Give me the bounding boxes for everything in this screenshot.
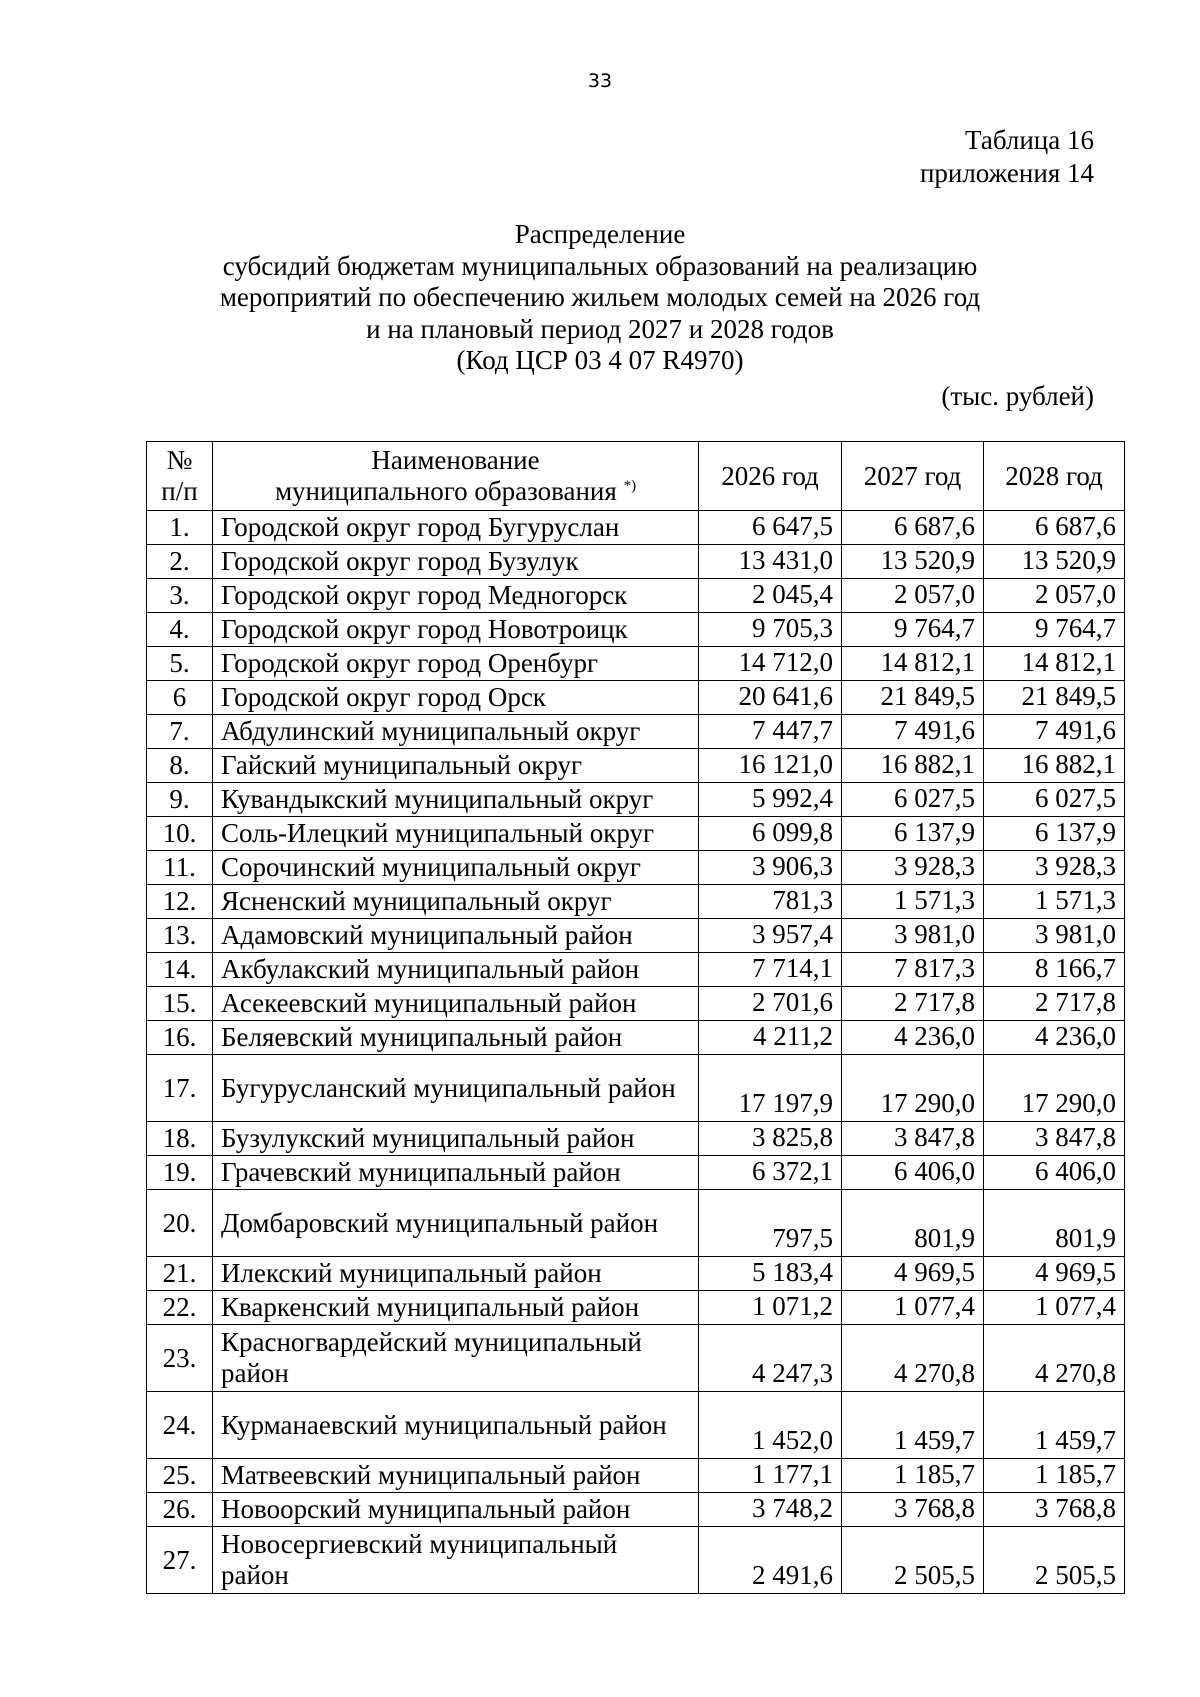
row-number: 9.	[147, 783, 213, 817]
value-2027: 3 768,8	[842, 1493, 984, 1527]
heading-line5: (Код ЦСР 03 4 07 R4970)	[456, 345, 744, 375]
row-number: 1.	[147, 511, 213, 545]
table-header-row	[147, 442, 1125, 511]
value-2027: 6 137,9	[842, 817, 984, 851]
value-2027: 1 459,7	[842, 1392, 984, 1459]
row-number: 25.	[147, 1459, 213, 1493]
heading-line3: мероприятий по обеспечению жильем молодых семей на 2026 год	[219, 282, 981, 312]
row-number: 18.	[147, 1122, 213, 1156]
value-2026: 6 372,1	[699, 1156, 842, 1190]
table-row	[147, 1257, 1125, 1291]
table-row	[147, 1291, 1125, 1325]
municipality-name: Гайский муниципальный округ	[213, 749, 699, 783]
value-2026: 4 211,2	[699, 1021, 842, 1055]
municipality-name: Асекеевский муниципальный район	[213, 987, 699, 1021]
municipality-name: Илекский муниципальный район	[213, 1257, 699, 1291]
value-2026: 9 705,3	[699, 613, 842, 647]
value-2028: 1 571,3	[984, 885, 1125, 919]
row-number: 6	[147, 681, 213, 715]
municipality-name: Беляевский муниципальный район	[213, 1021, 699, 1055]
row-number: 3.	[147, 579, 213, 613]
header-name-line1: Наименование	[371, 445, 540, 475]
row-number: 16.	[147, 1021, 213, 1055]
header-name-line2: муниципального образования	[274, 476, 617, 506]
value-2028: 4 236,0	[984, 1021, 1125, 1055]
value-2026: 14 712,0	[699, 647, 842, 681]
value-2026: 6 099,8	[699, 817, 842, 851]
table-row	[147, 1527, 1125, 1594]
value-2026: 1 071,2	[699, 1291, 842, 1325]
table-row	[147, 1156, 1125, 1190]
document-heading	[0, 219, 1200, 377]
value-2027: 3 928,3	[842, 851, 984, 885]
value-2027: 4 236,0	[842, 1021, 984, 1055]
value-2028: 4 270,8	[984, 1325, 1125, 1392]
municipality-name: Акбулакский муниципальный район	[213, 953, 699, 987]
row-number: 13.	[147, 919, 213, 953]
value-2028: 7 491,6	[984, 715, 1125, 749]
value-2026: 2 701,6	[699, 987, 842, 1021]
value-2028: 2 057,0	[984, 579, 1125, 613]
value-2028: 9 764,7	[984, 613, 1125, 647]
row-number: 27.	[147, 1527, 213, 1594]
municipality-name: Грачевский муниципальный район	[213, 1156, 699, 1190]
value-2027: 3 847,8	[842, 1122, 984, 1156]
row-number: 21.	[147, 1257, 213, 1291]
value-2027: 6 406,0	[842, 1156, 984, 1190]
header-2028: 2028 год	[984, 442, 1125, 511]
table-row	[147, 1459, 1125, 1493]
municipality-name: Городской округ город Новотроицк	[213, 613, 699, 647]
value-2028: 3 847,8	[984, 1122, 1125, 1156]
value-2027: 17 290,0	[842, 1055, 984, 1122]
value-2026: 13 431,0	[699, 545, 842, 579]
municipality-name: Сорочинский муниципальный округ	[213, 851, 699, 885]
municipality-name: Красногвардейский муниципальный район	[213, 1325, 699, 1392]
table-row	[147, 1055, 1125, 1122]
municipality-name: Адамовский муниципальный район	[213, 919, 699, 953]
value-2026: 1 177,1	[699, 1459, 842, 1493]
header-number	[147, 442, 213, 511]
value-2027: 1 185,7	[842, 1459, 984, 1493]
row-number: 15.	[147, 987, 213, 1021]
row-number: 26.	[147, 1493, 213, 1527]
row-number: 14.	[147, 953, 213, 987]
row-number: 24.	[147, 1392, 213, 1459]
row-number: 4.	[147, 613, 213, 647]
value-2026: 1 452,0	[699, 1392, 842, 1459]
value-2026: 6 647,5	[699, 511, 842, 545]
value-2028: 1 185,7	[984, 1459, 1125, 1493]
table-row	[147, 1392, 1125, 1459]
municipality-name: Городской округ город Медногорск	[213, 579, 699, 613]
heading-line2: субсидий бюджетам муниципальных образований на реализацию	[222, 250, 978, 281]
row-number: 19.	[147, 1156, 213, 1190]
municipality-name: Абдулинский муниципальный округ	[213, 715, 699, 749]
value-2027: 801,9	[842, 1190, 984, 1257]
value-2028: 3 928,3	[984, 851, 1125, 885]
table-row	[147, 715, 1125, 749]
table-row	[147, 1190, 1125, 1257]
value-2028: 6 137,9	[984, 817, 1125, 851]
table-row	[147, 1122, 1125, 1156]
row-number: 20.	[147, 1190, 213, 1257]
value-2027: 7 491,6	[842, 715, 984, 749]
municipality-name: Городской округ город Бузулук	[213, 545, 699, 579]
table-body	[147, 511, 1125, 1594]
table-row	[147, 545, 1125, 579]
header-footnote-mark: *)	[623, 478, 637, 494]
municipality-name: Новосергиевский муниципальный район	[213, 1527, 699, 1594]
table-row	[147, 511, 1125, 545]
header-2027: 2027 год	[842, 442, 984, 511]
value-2027: 1 571,3	[842, 885, 984, 919]
table-reference-line1: Таблица 16	[965, 125, 1094, 155]
municipality-name: Городской округ город Оренбург	[213, 647, 699, 681]
value-2028: 6 406,0	[984, 1156, 1125, 1190]
value-2026: 7 447,7	[699, 715, 842, 749]
value-2027: 2 717,8	[842, 987, 984, 1021]
value-2027: 9 764,7	[842, 613, 984, 647]
row-number: 5.	[147, 647, 213, 681]
value-2028: 13 520,9	[984, 545, 1125, 579]
municipality-name: Ясненский муниципальный округ	[213, 885, 699, 919]
row-number: 11.	[147, 851, 213, 885]
value-2026: 3 957,4	[699, 919, 842, 953]
value-2027: 6 027,5	[842, 783, 984, 817]
heading-line1: Распределение	[514, 219, 686, 249]
subsidy-table	[146, 441, 1125, 1594]
table-row	[147, 885, 1125, 919]
table-reference-line2: приложения 14	[919, 158, 1094, 188]
row-number: 2.	[147, 545, 213, 579]
value-2027: 3 981,0	[842, 919, 984, 953]
table-row	[147, 919, 1125, 953]
header-2026: 2026 год	[699, 442, 842, 511]
municipality-name: Бузулукский муниципальный район	[213, 1122, 699, 1156]
value-2028: 3 768,8	[984, 1493, 1125, 1527]
value-2026: 16 121,0	[699, 749, 842, 783]
value-2027: 21 849,5	[842, 681, 984, 715]
value-2028: 4 969,5	[984, 1257, 1125, 1291]
row-number: 23.	[147, 1325, 213, 1392]
value-2026: 2 491,6	[699, 1527, 842, 1594]
table-row	[147, 681, 1125, 715]
table-row	[147, 1493, 1125, 1527]
value-2028: 2 505,5	[984, 1527, 1125, 1594]
value-2027: 16 882,1	[842, 749, 984, 783]
municipality-name: Матвеевский муниципальный район	[213, 1459, 699, 1493]
value-2028: 8 166,7	[984, 953, 1125, 987]
value-2026: 4 247,3	[699, 1325, 842, 1392]
value-2026: 5 183,4	[699, 1257, 842, 1291]
value-2028: 16 882,1	[984, 749, 1125, 783]
value-2027: 6 687,6	[842, 511, 984, 545]
row-number: 10.	[147, 817, 213, 851]
table-row	[147, 987, 1125, 1021]
table-row	[147, 817, 1125, 851]
municipality-name: Городской округ город Бугуруслан	[213, 511, 699, 545]
value-2028: 17 290,0	[984, 1055, 1125, 1122]
table-row	[147, 613, 1125, 647]
heading-line4: и на плановый период 2027 и 2028 годов	[366, 313, 834, 344]
municipality-name: Новоорский муниципальный район	[213, 1493, 699, 1527]
value-2027: 4 270,8	[842, 1325, 984, 1392]
value-2028: 21 849,5	[984, 681, 1125, 715]
units-label: (тыс. рублей)	[941, 381, 1094, 411]
header-number-line1: №	[166, 445, 193, 475]
table-row	[147, 1021, 1125, 1055]
value-2026: 7 714,1	[699, 953, 842, 987]
table-row	[147, 851, 1125, 885]
municipality-name: Соль-Илецкий муниципальный округ	[213, 817, 699, 851]
page-number: 33	[587, 70, 613, 92]
value-2026: 3 825,8	[699, 1122, 842, 1156]
row-number: 8.	[147, 749, 213, 783]
header-name	[213, 442, 699, 511]
table-row	[147, 953, 1125, 987]
municipality-name: Домбаровский муниципальный район	[213, 1190, 699, 1257]
row-number: 7.	[147, 715, 213, 749]
value-2028: 801,9	[984, 1190, 1125, 1257]
table-row	[147, 749, 1125, 783]
value-2026: 781,3	[699, 885, 842, 919]
value-2027: 7 817,3	[842, 953, 984, 987]
row-number: 22.	[147, 1291, 213, 1325]
value-2028: 1 459,7	[984, 1392, 1125, 1459]
table-row	[147, 647, 1125, 681]
value-2026: 3 906,3	[699, 851, 842, 885]
value-2028: 2 717,8	[984, 987, 1125, 1021]
table-row	[147, 783, 1125, 817]
value-2027: 2 505,5	[842, 1527, 984, 1594]
value-2026: 797,5	[699, 1190, 842, 1257]
value-2027: 2 057,0	[842, 579, 984, 613]
header-number-line2: п/п	[161, 476, 198, 506]
header-name-line2-wrap	[221, 476, 690, 507]
value-2028: 6 687,6	[984, 511, 1125, 545]
row-number: 17.	[147, 1055, 213, 1122]
value-2026: 2 045,4	[699, 579, 842, 613]
municipality-name: Кваркенский муниципальный район	[213, 1291, 699, 1325]
municipality-name: Курманаевский муниципальный район	[213, 1392, 699, 1459]
value-2026: 20 641,6	[699, 681, 842, 715]
value-2028: 14 812,1	[984, 647, 1125, 681]
value-2028: 1 077,4	[984, 1291, 1125, 1325]
municipality-name: Бугурусланский муниципальный район	[213, 1055, 699, 1122]
value-2027: 1 077,4	[842, 1291, 984, 1325]
value-2026: 5 992,4	[699, 783, 842, 817]
table-row	[147, 579, 1125, 613]
municipality-name: Кувандыкский муниципальный округ	[213, 783, 699, 817]
value-2027: 13 520,9	[842, 545, 984, 579]
value-2026: 17 197,9	[699, 1055, 842, 1122]
row-number: 12.	[147, 885, 213, 919]
value-2027: 4 969,5	[842, 1257, 984, 1291]
municipality-name: Городской округ город Орск	[213, 681, 699, 715]
value-2027: 14 812,1	[842, 647, 984, 681]
table-row	[147, 1325, 1125, 1392]
value-2026: 3 748,2	[699, 1493, 842, 1527]
value-2028: 6 027,5	[984, 783, 1125, 817]
value-2028: 3 981,0	[984, 919, 1125, 953]
table-reference	[920, 124, 1094, 190]
